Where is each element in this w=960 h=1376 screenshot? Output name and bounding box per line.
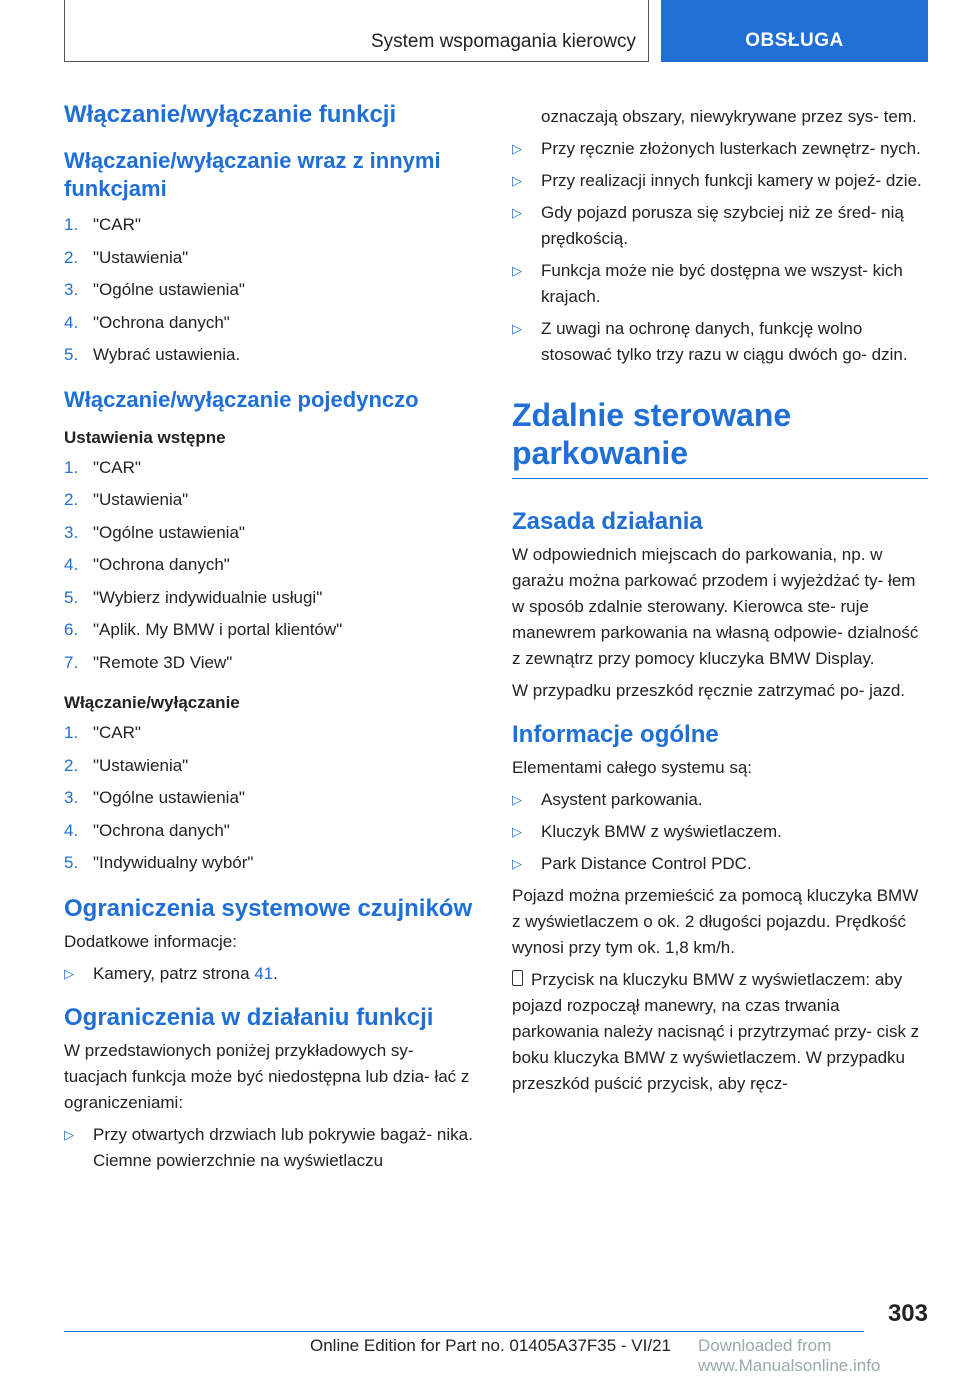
list-item: 3. "Ogólne ustawienia" [64,280,245,299]
bullet-triangle-icon: ▷ [512,263,522,278]
bullet-triangle-icon: ▷ [64,1126,74,1142]
list-item: ▷ Kamery, patrz strona 41. [64,961,474,987]
heading-toggle-with-others: Włączanie/wyłączanie wraz z innymi funkcjami [64,148,441,201]
list-item: 1. "CAR" [64,215,141,234]
bullet-triangle-icon: ▷ [512,173,522,188]
bullet-list-elements [512,787,928,877]
list-item: 6. "Aplik. My BMW i portal klientów" [64,620,343,639]
list-item: 4. "Ochrona danych" [64,312,230,332]
list-item: 5. Wybrać ustawienia. [64,345,241,364]
bullet-triangle-icon: ▷ [512,141,522,156]
list-item: 3. "Ogólne ustawienia" [64,522,245,542]
paragraph-principle-2: W przypadku przeszkód ręcznie zatrzymać po- jazd. [512,681,906,700]
list-item: 5. "Indywidualny wybór" [64,853,254,872]
key-fob-icon [512,970,523,986]
bullet-triangle-icon: ▷ [64,965,74,981]
subheading-on-off: Włączanie/wyłączanie [64,693,240,712]
list-item: 2. "Ustawienia" [64,755,189,775]
paragraph-function-limits: W przedstawionych poniżej przykładowych sy- tuacjach funkcja może być niedostępna lub dzia- łać z ograniczeniami: [64,1040,470,1112]
heading-toggle-function: Włączanie/wyłączanie funkcji [64,101,397,128]
paragraph-continued: oznaczają obszary, niewykrywane przez sys- tem. [541,107,917,126]
heading-toggle-single: Włączanie/wyłączanie pojedynczo [64,386,419,412]
bullet-triangle-icon: ▷ [512,205,522,220]
list-item: 2. "Ustawienia" [64,247,189,267]
list-item: 4. "Ochrona danych" [64,555,230,574]
watermark: Downloaded from www.Manualsonline.info [698,1336,881,1375]
paragraph-button: Przycisk na kluczyku BMW z wyświetlaczem: aby pojazd rozpoczął manewry, na czas trwania parkowania należy nacisnąć i przytrzymać przy- cisk z boku kluczyka BMW z wyświetlaczem. W przypadku przeszkód puścić przycisk, aby ręcz- [512,970,920,1093]
section-tab-label: OBSŁUGA [745,30,844,51]
heading-sensor-limits: Ograniczenia systemowe czujników [64,894,473,922]
bullet-list-limits [64,1122,474,1174]
bullet-list-limits-cont [512,136,928,368]
steps-list-3 [64,717,474,880]
list-item: ▷ Kluczyk BMW z wyświetlaczem. [512,819,928,845]
list-item: 7. "Remote 3D View" [64,652,233,672]
list-item: 5. "Wybierz indywidualnie usługi" [64,587,323,607]
list-item: ▷ Gdy pojazd porusza się szybciej niż ze śred- nią prędkością. [512,200,928,252]
subheading-presets: Ustawienia wstępne [64,427,226,447]
right-column [512,104,928,1103]
paragraph-elements: Elementami całego systemu są: [512,758,752,777]
list-item: 1. "CAR" [64,723,141,742]
page-header [64,0,928,64]
list-item: ▷ Asystent parkowania. [512,787,928,813]
bullet-triangle-icon: ▷ [512,824,522,839]
list-item: 1. "CAR" [64,457,141,477]
bullet-triangle-icon: ▷ [512,792,522,807]
bullet-triangle-icon: ▷ [512,856,522,871]
paragraph-more-info: Dodatkowe informacje: [64,931,237,951]
list-item: ▷ Przy otwartych drzwiach lub pokrywie bagaż- nika. Ciemne powierzchnie na wyświetlaczu [64,1122,474,1174]
heading-principle: Zasada działania [512,508,703,535]
bullet-triangle-icon: ▷ [512,321,522,336]
paragraph-principle-1: W odpowiednich miejscach do parkowania, np. w garażu można parkować przodem i wyjeżdżać ty- łem w sposób zdalnie sterowany. Kierowca ste- ruje manewrem parkowania na własną odpowie- dzialność z zewnątrz przy pomocy kluczyka BMW Display. [512,545,919,668]
section-tab[interactable] [661,0,928,62]
page-number: 303 [887,1300,928,1327]
list-item: ▷ Z uwagi na ochronę danych, funkcję wolno stosować tylko trzy razu w ciągu dwóch go- dzin. [512,316,928,368]
list-item: ▷ Przy realizacji innych funkcji kamery w pojeź- dzie. [512,168,928,194]
list-item: ▷ Park Distance Control PDC. [512,851,928,877]
list-item: ▷ Przy ręcznie złożonych lusterkach zewnętrz- nych. [512,136,928,162]
list-item: 4. "Ochrona danych" [64,820,230,840]
chapter-rule [512,478,928,479]
footer-rule [64,1331,864,1332]
heading-function-limits: Ograniczenia w działaniu funkcji [64,1003,434,1031]
bullet-list-cameras [64,961,474,987]
left-column [64,100,474,1180]
steps-list-1 [64,209,474,372]
edition-note: Online Edition for Part no. 01405A37F35 - VI/21 [310,1336,672,1355]
heading-general-info: Informacje ogólne [512,721,719,748]
chapter-title: Zdalnie sterowane parkowanie [512,397,792,471]
paragraph-movement: Pojazd można przemieścić za pomocą kluczyka BMW z wyświetlaczem o ok. 2 długości pojazdu. Prędkość wynosi przy tym ok. 1,8 km/h. [512,886,919,957]
steps-list-2 [64,452,474,680]
list-item: 2. "Ustawienia" [64,490,189,509]
list-item: ▷ Funkcja może nie być dostępna we wszyst- kich krajach. [512,258,928,310]
page-link[interactable]: 41 [254,963,274,983]
list-item: 3. "Ogólne ustawienia" [64,788,245,807]
header-title: System wspomagania kierowcy [370,31,636,52]
